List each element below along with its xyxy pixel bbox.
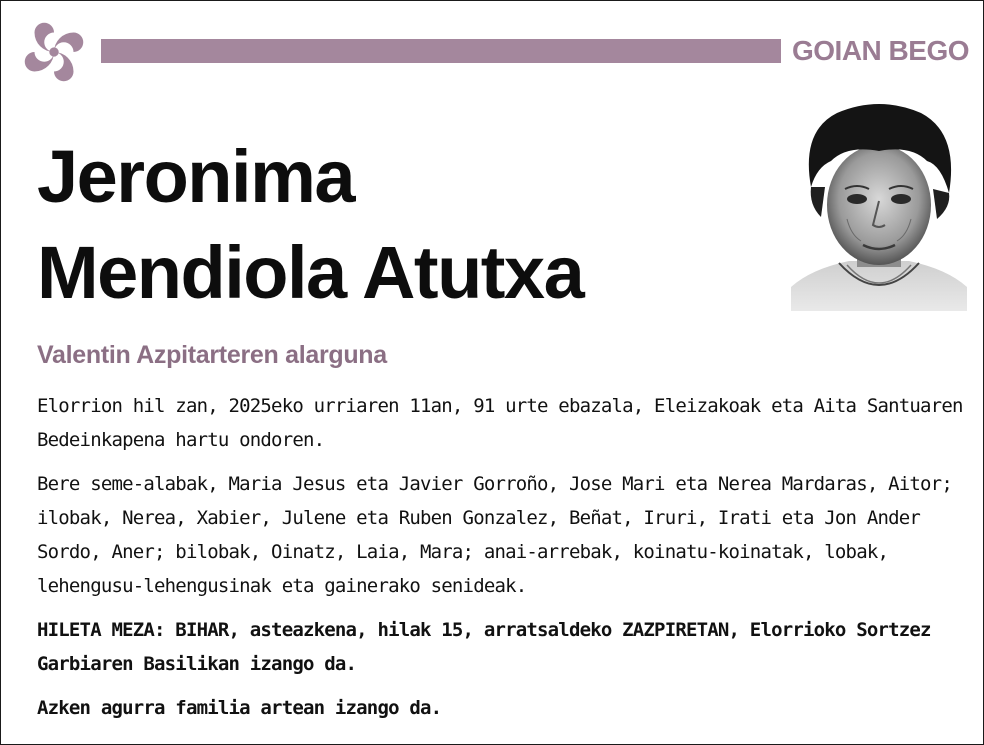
closing-notice: Azken agurra familia artean izango da. bbox=[37, 697, 442, 719]
first-name: Jeronima bbox=[37, 135, 355, 218]
section-label: GOIAN BEGO bbox=[791, 35, 969, 66]
portrait-photo bbox=[791, 101, 967, 311]
subtitle: Valentin Azpitarteren alarguna bbox=[37, 341, 387, 369]
death-paragraph: Elorrion hil zan, 2025eko urriaren 11an, 91 urte ebazala, Eleizakoak eta Aita Santuaren Bedeinkapena hartu ondoren. bbox=[37, 395, 963, 451]
portrait-image bbox=[791, 101, 967, 311]
deceased-name bbox=[37, 129, 777, 321]
header-band bbox=[101, 39, 781, 63]
lauburu-icon bbox=[15, 13, 93, 91]
family-paragraph: Bere seme-alabak, Maria Jesus eta Javier Gorroño, Jose Mari eta Nerea Mardaras, Aitor; ilobak, Nerea, Xabier, Julene eta Ruben Gonzalez, Beñat, Iruri, Irati eta Jon Ander Sordo, Aner; bilobak, Oinatz, Laia, Mara; anai-arrebak, koinatu-koinatak, lobak, lehengusu-lehengusinak eta gainerako senideak. bbox=[37, 473, 952, 597]
funeral-notice: HILETA MEZA: BIHAR, asteazkena, hilak 15, arratsaldeko ZAZPIRETAN, Elorrioko Sortzez Garbiaren Basilikan izango da. bbox=[37, 619, 931, 675]
obituary-body bbox=[37, 389, 967, 735]
surnames: Mendiola Atutxa bbox=[37, 231, 584, 314]
